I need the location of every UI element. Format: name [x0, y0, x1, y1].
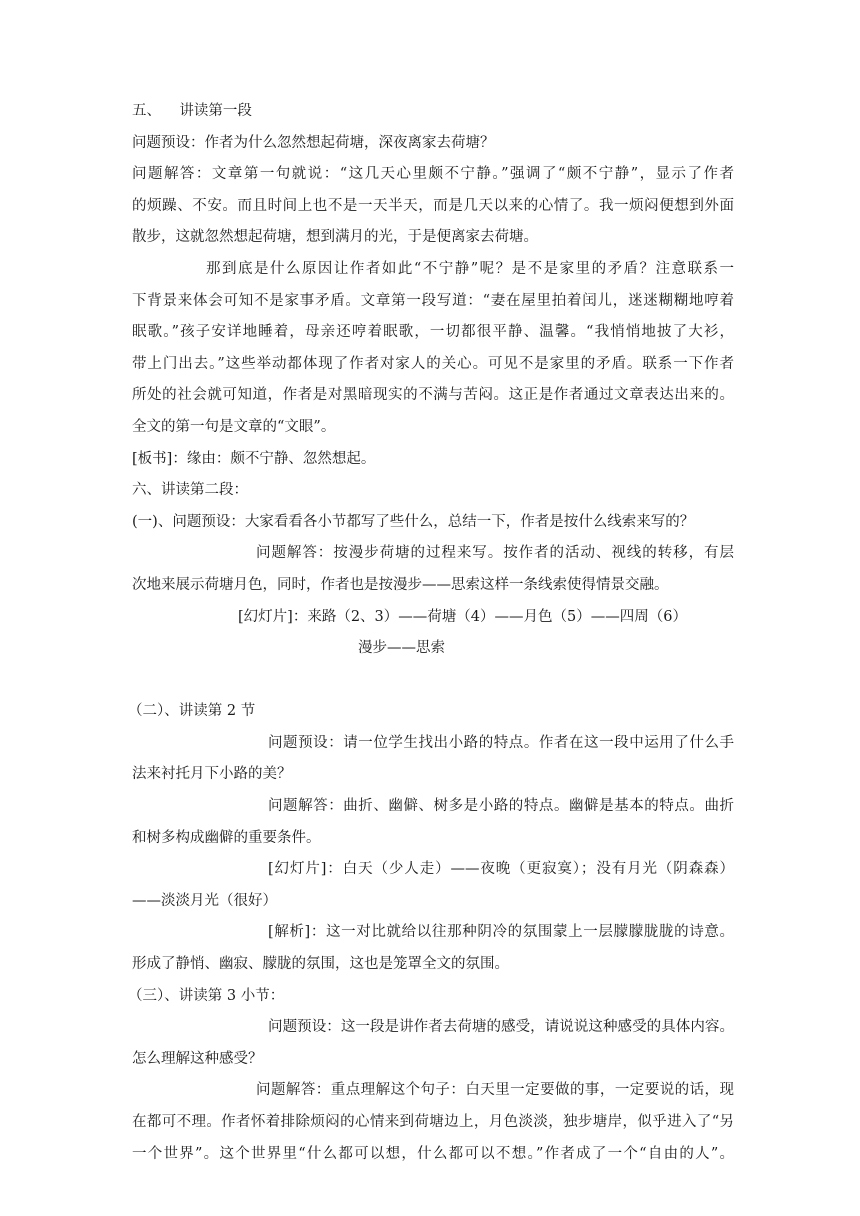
text-line: 问题预设：这一段是讲作者去荷塘的感受，请说说这种感受的具体内容。	[268, 1019, 734, 1036]
text-line: 眠歌。”孩子安详地睡着，母亲还哼着眠歌，一切都很平静、温馨。“我悄悄地披了大衫，	[132, 324, 734, 341]
text-line: 带上门出去。”这些举动都体现了作者对家人的关心。可见不是家里的矛盾。联系一下作者	[132, 355, 734, 372]
text-line: 问题解答：重点理解这个句子：白天里一定要做的事，一定要说的话，现	[256, 1082, 734, 1099]
text-line: (一)、问题预设：大家看看各小节都写了些什么，总结一下，作者是按什么线索来写的？	[132, 513, 695, 530]
document-page	[128, 96, 734, 1170]
board-note: [板书]：缘由：颇不宁静、忽然想起。	[132, 450, 376, 467]
text-line: 问题预设：请一位学生找出小路的特点。作者在这一段中运用了什么手	[268, 734, 734, 751]
text-line: 问题解答：按漫步荷塘的过程来写。按作者的活动、视线的转移，有层	[256, 545, 734, 562]
text-line: 的烦躁、不安。而且时间上也不是一天半天，而是几天以来的心情了。我一烦闷便想到外面	[132, 197, 734, 214]
text-line: 全文的第一句是文章的“文眼”。	[132, 418, 336, 435]
blank-line	[132, 665, 734, 697]
text-line: 怎么理解这种感受？	[132, 1050, 263, 1067]
slide-note: [幻灯片]：来路（2、3）——荷塘（4）——月色（5）——四周（6）	[238, 608, 687, 625]
text-line: 下背景来体会可知不是家事矛盾。文章第一段写道：“妻在屋里拍着闰儿，迷迷糊糊地哼着	[132, 292, 734, 309]
text-line: 形成了静悄、幽寂、朦胧的氛围，这也是笼罩全文的氛围。	[132, 956, 509, 973]
text-line: 一个世界”。这个世界里“什么都可以想，什么都可以不想。”作者成了一个“自由的人”。	[132, 1145, 734, 1162]
text-line: 次地来展示荷塘月色，同时，作者也是按漫步——思索这样一条线索使得情景交融。	[132, 576, 669, 593]
text-line: 在都可不理。作者怀着排除烦闷的心情来到荷塘边上，月色淡淡，独步塘岸，似乎进入了“另	[132, 1114, 734, 1130]
subsection-heading: （三）、讲读第 3 小节：	[128, 987, 285, 1004]
text-line: ——淡淡月光（很好）	[132, 892, 277, 909]
analysis-note: [解析]：这一对比就给以往那种阴冷的氛围蒙上一层朦朦胧胧的诗意。	[268, 924, 734, 941]
text-line: 问题解答：文章第一句就说：“这几天心里颇不宁静。”强调了“颇不宁静”，显示了作者	[132, 166, 734, 183]
text-line: 法来衬托月下小路的美？	[132, 766, 292, 783]
subsection-heading: （二）、讲读第 2 节	[128, 703, 256, 720]
section-heading-5: 五、 讲读第一段	[132, 103, 252, 119]
slide-note: [幻灯片]：白天（少人走）——夜晚（更寂寞）；没有月光（阴森森）	[268, 861, 734, 878]
text-line: 那到底是什么原因让作者如此“不宁静”呢？是不是家里的矛盾？注意联系一	[206, 260, 734, 277]
section-heading-6: 六、讲读第二段：	[132, 482, 248, 499]
slide-note: 漫步——思索	[358, 640, 445, 657]
text-line: 散步，这就忽然想起荷塘，想到满月的光，于是便离家去荷塘。	[132, 229, 538, 246]
text-line: 所处的社会就可知道，作者是对黑暗现实的不满与苦闷。这正是作者通过文章表达出来的。	[132, 387, 734, 404]
text-line: 和树多构成幽僻的重要条件。	[132, 829, 321, 846]
text-line: 问题预设：作者为什么忽然想起荷塘，深夜离家去荷塘？	[132, 134, 495, 151]
text-line: 问题解答：曲折、幽僻、树多是小路的特点。幽僻是基本的特点。曲折	[268, 798, 734, 815]
